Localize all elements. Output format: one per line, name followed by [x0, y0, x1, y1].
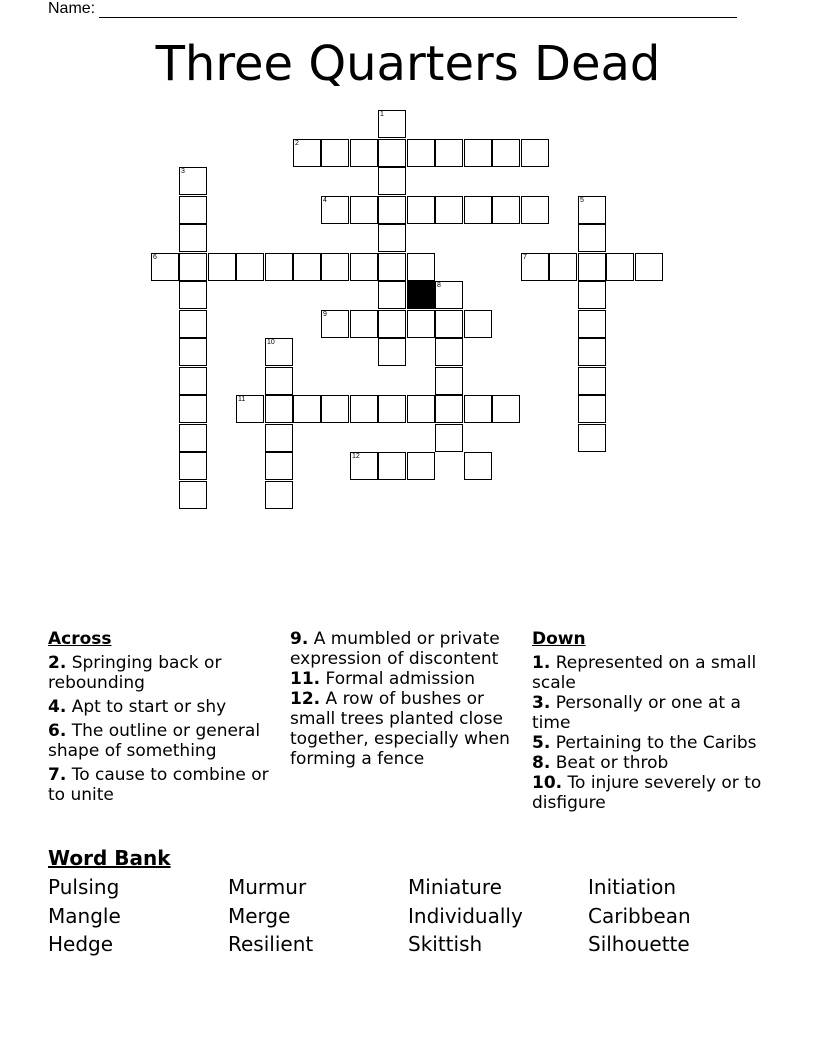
clue-down-1: 1. Represented on a small scale	[532, 653, 757, 693]
word-bank-item: Skittish	[408, 932, 483, 956]
grid-cell[interactable]	[407, 452, 435, 480]
grid-cell[interactable]	[435, 395, 463, 423]
grid-cell[interactable]	[435, 139, 463, 167]
grid-cell[interactable]	[407, 253, 435, 281]
grid-cell[interactable]	[464, 139, 492, 167]
clue-number: 1	[380, 111, 384, 118]
grid-cell[interactable]	[265, 481, 293, 509]
word-bank-item: Silhouette	[588, 932, 690, 956]
down-clues-column	[532, 629, 772, 817]
grid-cell[interactable]	[265, 452, 293, 480]
grid-cell[interactable]	[179, 424, 207, 452]
grid-cell[interactable]	[578, 338, 606, 366]
grid-cell[interactable]	[321, 395, 349, 423]
grid-cell[interactable]	[407, 139, 435, 167]
grid-cell[interactable]	[407, 196, 435, 224]
clue-number: 12	[352, 453, 360, 460]
grid-cell[interactable]	[236, 253, 264, 281]
grid-cell[interactable]	[179, 310, 207, 338]
page-title: Three Quarters Dead	[155, 36, 661, 92]
grid-cell[interactable]	[407, 395, 435, 423]
grid-cell[interactable]	[378, 310, 406, 338]
grid-cell[interactable]	[435, 196, 463, 224]
word-bank-item: Resilient	[228, 932, 314, 956]
grid-cell[interactable]	[179, 452, 207, 480]
clue-number: 4	[323, 197, 327, 204]
grid-cell[interactable]	[293, 253, 321, 281]
clue-number: 10	[267, 339, 275, 346]
grid-cell[interactable]	[350, 310, 378, 338]
clue-across-9: 9. A mumbled or private expression of discontent	[290, 629, 500, 669]
word-bank-item: Hedge	[48, 932, 114, 956]
grid-cell[interactable]	[578, 367, 606, 395]
grid-cell[interactable]	[378, 196, 406, 224]
grid-cell[interactable]	[179, 281, 207, 309]
grid-cell[interactable]	[179, 395, 207, 423]
across-clues-column-2	[290, 629, 526, 773]
grid-cell[interactable]	[635, 253, 663, 281]
grid-cell[interactable]	[378, 452, 406, 480]
grid-cell[interactable]	[464, 310, 492, 338]
black-cell	[407, 281, 435, 309]
grid-cell[interactable]	[179, 481, 207, 509]
across-clues-column-1	[48, 629, 280, 809]
grid-cell[interactable]	[378, 224, 406, 252]
word-bank-item: Caribbean	[588, 904, 691, 928]
name-label: Name:	[48, 0, 96, 17]
grid-cell[interactable]	[578, 310, 606, 338]
grid-cell[interactable]	[407, 310, 435, 338]
grid-cell[interactable]	[265, 367, 293, 395]
clue-number: 8	[437, 282, 441, 289]
grid-cell[interactable]	[435, 367, 463, 395]
clue-number: 5	[580, 197, 584, 204]
grid-cell[interactable]	[521, 139, 549, 167]
clue-across-7: 7. To cause to combine or to unite	[48, 765, 269, 805]
grid-cell[interactable]	[378, 139, 406, 167]
word-bank-item: Initiation	[588, 875, 677, 899]
grid-cell[interactable]	[378, 281, 406, 309]
clue-across-11: 11. Formal admission	[290, 669, 476, 689]
grid-cell[interactable]	[350, 253, 378, 281]
grid-cell[interactable]	[350, 395, 378, 423]
grid-cell[interactable]	[378, 395, 406, 423]
grid-cell[interactable]	[606, 253, 634, 281]
clue-across-12: 12. A row of bushes or small trees planted close together, especially when forming a fence	[290, 689, 510, 769]
grid-cell[interactable]	[378, 338, 406, 366]
grid-cell[interactable]	[578, 395, 606, 423]
across-heading: Across	[48, 629, 112, 649]
word-bank-item: Pulsing	[48, 875, 120, 899]
grid-cell[interactable]	[549, 253, 577, 281]
grid-cell[interactable]	[293, 395, 321, 423]
grid-cell[interactable]	[378, 253, 406, 281]
grid-cell[interactable]	[435, 424, 463, 452]
grid-cell[interactable]	[350, 196, 378, 224]
clue-across-4: 4. Apt to start or shy	[48, 697, 227, 717]
clue-number: 2	[295, 140, 299, 147]
grid-cell[interactable]	[208, 253, 236, 281]
word-bank-item: Merge	[228, 904, 291, 928]
clue-number: 11	[238, 396, 246, 403]
grid-cell[interactable]	[265, 424, 293, 452]
word-bank-item: Mangle	[48, 904, 121, 928]
clue-number: 6	[153, 254, 157, 261]
grid-cell[interactable]	[321, 139, 349, 167]
grid-cell[interactable]	[578, 281, 606, 309]
word-bank-item: Individually	[408, 904, 523, 928]
grid-cell[interactable]	[378, 167, 406, 195]
grid-cell[interactable]	[179, 224, 207, 252]
grid-cell[interactable]	[464, 452, 492, 480]
grid-cell[interactable]	[179, 338, 207, 366]
clue-down-10: 10. To injure severely or to disfigure	[532, 773, 762, 813]
down-heading: Down	[532, 629, 586, 649]
clue-across-2: 2. Springing back or rebounding	[48, 653, 222, 693]
grid-cell[interactable]	[521, 196, 549, 224]
clue-down-3: 3. Personally or one at a time	[532, 693, 741, 733]
clue-number: 9	[323, 311, 327, 318]
word-bank-heading: Word Bank	[48, 846, 171, 870]
grid-cell[interactable]	[179, 253, 207, 281]
grid-cell[interactable]	[265, 253, 293, 281]
clue-number: 3	[181, 168, 185, 175]
grid-cell[interactable]	[578, 253, 606, 281]
grid-cell[interactable]	[435, 310, 463, 338]
grid-cell[interactable]	[265, 395, 293, 423]
clue-number: 7	[523, 254, 527, 261]
grid-cell[interactable]	[464, 196, 492, 224]
grid-cell[interactable]	[578, 224, 606, 252]
grid-cell[interactable]	[321, 253, 349, 281]
grid-cell[interactable]	[350, 139, 378, 167]
word-bank-item: Miniature	[408, 875, 502, 899]
grid-cell[interactable]	[492, 196, 520, 224]
grid-cell[interactable]	[179, 196, 207, 224]
grid-cell[interactable]	[492, 395, 520, 423]
grid-cell[interactable]	[435, 338, 463, 366]
clue-down-8: 8. Beat or throb	[532, 753, 669, 773]
grid-cell[interactable]	[179, 367, 207, 395]
grid-cell[interactable]	[492, 139, 520, 167]
grid-cell[interactable]	[578, 424, 606, 452]
word-bank-item: Murmur	[228, 875, 307, 899]
clue-across-6: 6. The outline or general shape of something	[48, 721, 261, 761]
grid-cell[interactable]	[464, 395, 492, 423]
clue-down-5: 5. Pertaining to the Caribs	[532, 733, 757, 753]
